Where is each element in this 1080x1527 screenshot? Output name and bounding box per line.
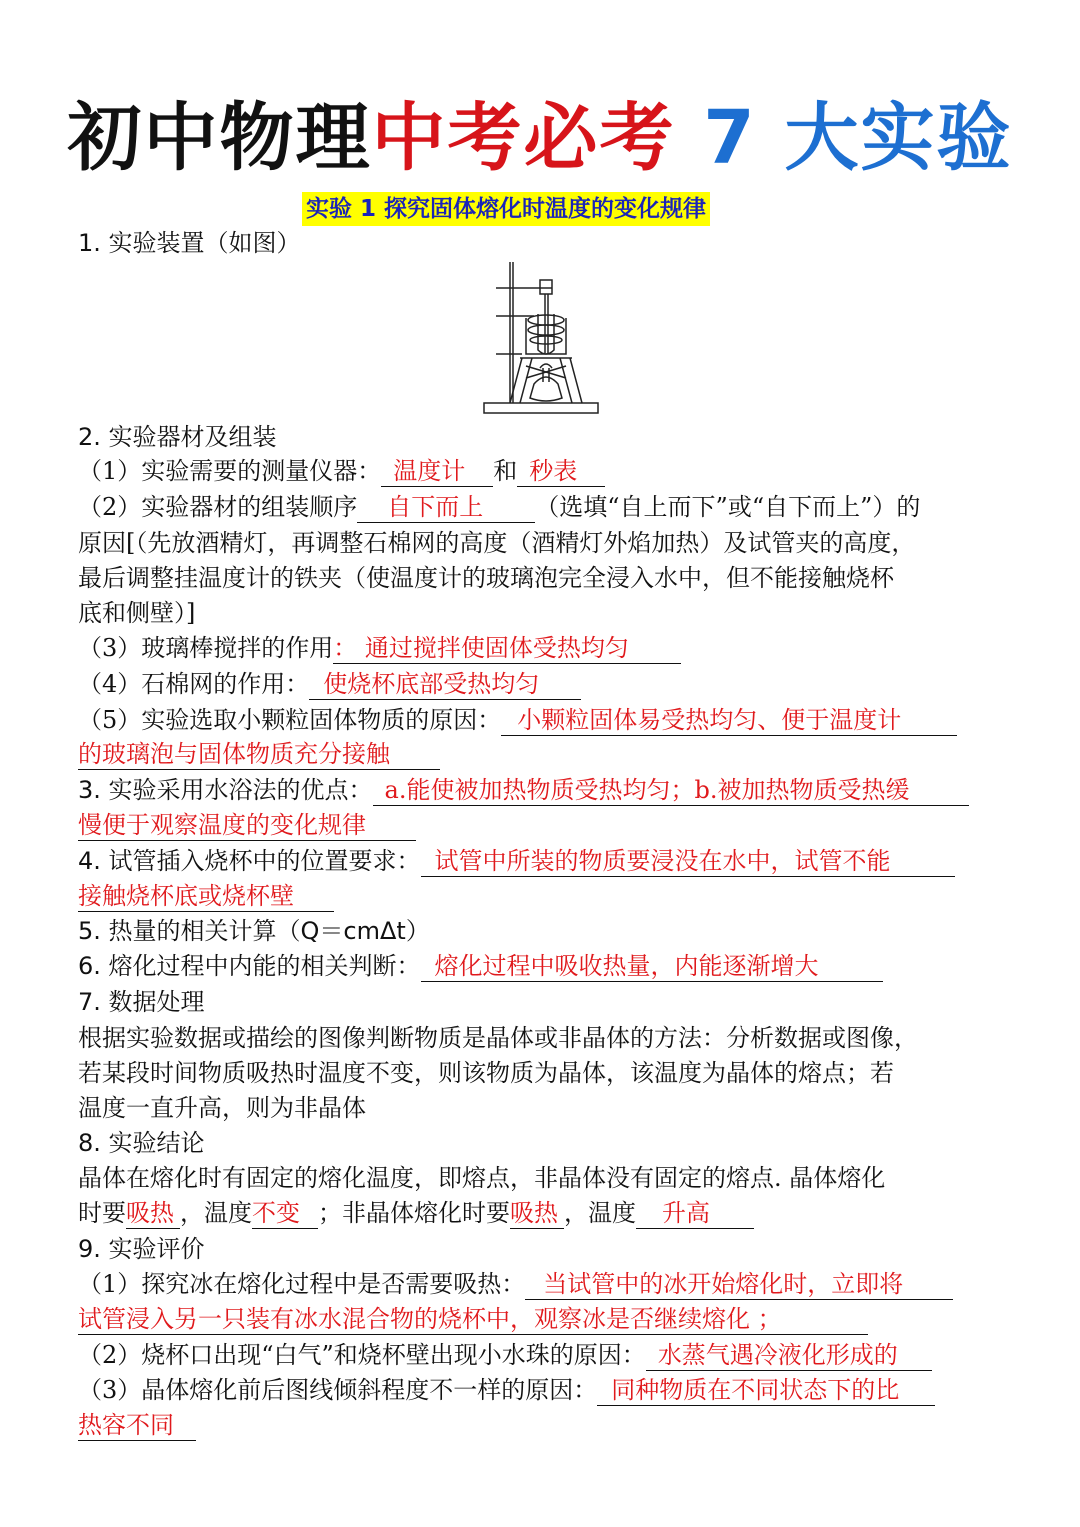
answer-blank: ： 通过搅拌使固体受热均匀: [333, 633, 681, 664]
answer-blank: 的玻璃泡与固体物质充分接触: [78, 739, 440, 770]
answer-blank: 升高: [636, 1198, 754, 1229]
answer-blank: 慢便于观察温度的变化规律: [78, 810, 416, 841]
answer-blank: 秒表: [517, 456, 605, 487]
section-3: 3. 实验采用水浴法的优点： a.能使被加热物质受热均匀；b.被加热物质受热缓: [78, 773, 969, 807]
experiment-subtitle: 实验 1 探究固体熔化时温度的变化规律: [302, 192, 710, 226]
section-2-heading: 2. 实验器材及组装: [78, 423, 277, 451]
answer-blank: 不变: [252, 1198, 318, 1229]
section-8-heading: 8. 实验结论: [78, 1129, 205, 1157]
section-5: 5. 热量的相关计算（Q＝cmΔt）: [78, 917, 430, 945]
answer-blank: a.能使被加热物质受热均匀；b.被加热物质受热缓: [373, 775, 969, 806]
answer-blank: 熔化过程中吸收热量，内能逐渐增大: [421, 951, 883, 982]
answer-blank: 使烧杯底部受热均匀: [309, 669, 581, 700]
s2-q5: （5）实验选取小颗粒固体物质的原因： 小颗粒固体易受热均匀、便于温度计: [78, 703, 957, 737]
answer-blank: 同种物质在不同状态下的比: [597, 1375, 935, 1406]
answer-blank: 接触烧杯底或烧杯壁: [78, 881, 334, 912]
s2-q1: （1）实验需要的测量仪器： 温度计 和 秒表: [78, 454, 605, 488]
section-4: 4. 试管插入烧杯中的位置要求： 试管中所装的物质要浸没在水中，试管不能: [78, 844, 955, 878]
s9-q3: （3）晶体熔化前后图线倾斜程度不一样的原因： 同种物质在不同状态下的比: [78, 1373, 935, 1407]
apparatus-diagram: [482, 258, 600, 418]
section-1-heading: 1. 实验装置（如图）: [78, 229, 301, 257]
answer-blank: 温度计: [381, 456, 493, 487]
section-9-heading: 9. 实验评价: [78, 1235, 205, 1263]
answer-blank: 当试管中的冰开始熔化时，立即将: [525, 1269, 953, 1300]
answer-blank: 热容不同: [78, 1410, 196, 1441]
answer-blank: 自下而上: [357, 492, 535, 523]
answer-blank: 试管中所装的物质要浸没在水中，试管不能: [421, 846, 955, 877]
page-title: 初中物理中考必考 7 大实验: [67, 95, 1013, 181]
section-7-heading: 7. 数据处理: [78, 988, 205, 1016]
answer-blank: 试管浸入另一只装有冰水混合物的烧杯中，观察冰是否继续熔化 ；: [78, 1304, 868, 1335]
section-6: 6. 熔化过程中内能的相关判断： 熔化过程中吸收热量，内能逐渐增大: [78, 949, 883, 983]
answer-blank: 水蒸气遇冷液化形成的: [646, 1340, 932, 1371]
s2-q2: （2）实验器材的组装顺序 自下而上 （选填“自上而下”或“自下而上”）的: [78, 493, 921, 521]
s9-q1: （1）探究冰在熔化过程中是否需要吸热： 当试管中的冰开始熔化时，立即将: [78, 1267, 953, 1301]
s2-q4: （4）石棉网的作用： 使烧杯底部受热均匀: [78, 667, 581, 701]
answer-blank: 小颗粒固体易受热均匀、便于温度计: [501, 705, 957, 736]
s8-conclusion: 时要吸热 ，温度不变 ；非晶体熔化时要吸热 ，温度 升高: [78, 1196, 754, 1230]
answer-blank: 吸热: [126, 1198, 180, 1229]
s9-q2: （2）烧杯口出现“白气”和烧杯壁出现小水珠的原因： 水蒸气遇冷液化形成的: [78, 1338, 932, 1372]
s2-q3: （3）玻璃棒搅拌的作用： 通过搅拌使固体受热均匀: [78, 631, 681, 665]
answer-blank: 吸热: [510, 1198, 564, 1229]
